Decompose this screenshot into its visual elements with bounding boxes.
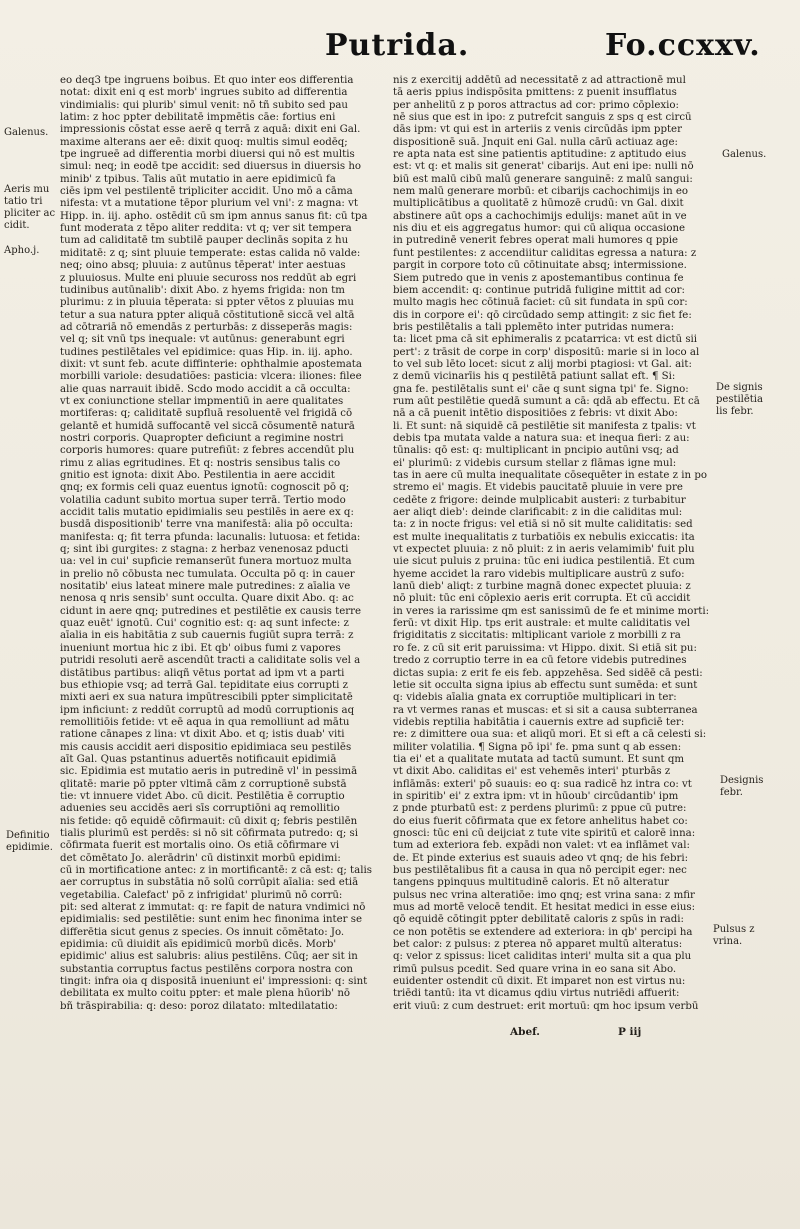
margin-line: tatio tri <box>4 196 43 207</box>
text-line: z demū vicinarīis his q pestilētā patiunt sallat eft. ¶ Si: <box>393 371 676 383</box>
text-line: funt pestilentes: z accendiitur caliditas egressa a natura: z <box>393 247 697 259</box>
text-line: mortiferas: q; caliditatē supfluā resoluentē vel frigidā cō <box>60 408 353 420</box>
text-line: abstinere aūt ops a cachochimijs edulijs: manet aūt in ve <box>393 210 687 222</box>
text-line: bus ethiopie vsq; ad terrā Gal. tepiditate eius corrupti z <box>60 679 348 691</box>
text-line: bet calor: z pulsus: z pterea nō apparet multū alteratus: <box>393 939 683 951</box>
text-line: tialis plurimū est perdēs: si nō sit cōfirmata putredo: q; si <box>60 827 358 839</box>
text-line: lanū dieb' aliqt: z turbine magnā donec expectet pluuia: z <box>393 581 691 593</box>
margin-note-aeris-mutatio <box>4 184 55 232</box>
text-line: tudines pestilētales vel epidimice: quas Hip. in. iij. apho. <box>60 346 353 358</box>
text-line: triēdi tantū: ita vt dicamus qdiu virtus nutriēdi affuerit: <box>393 988 680 1000</box>
text-line: cū in mortificatione antec: z in mortificantē: z cā est: q; talis <box>60 865 372 876</box>
text-line: plurimu: z in pluuia tēperata: si ppter vētos z pluuias mu <box>60 297 354 309</box>
running-head: Putrida. <box>325 28 470 63</box>
text-line: latim: z hoc ppter debilitatē impmētis cāe: fortius eni <box>60 112 336 124</box>
margin-line: Designis <box>720 775 764 786</box>
text-line: re apta nata est sine patientis aptitudine: z aptitudo eius <box>393 149 687 161</box>
margin-line: febr. <box>720 787 743 798</box>
text-line: corporis humores: quare putrefiūt: z febres accendūt plu <box>60 445 355 457</box>
text-line: gelantē et humidā suffocantē vel siccā cōsumentē naturā <box>60 420 355 432</box>
text-line: in putredinē venerit febres operat mali humores q ppie <box>393 235 679 247</box>
text-line: vt dixit Abo. caliditas ei' est vehemēs interi' pturbās z <box>393 766 671 778</box>
text-line: letie sit occulta signa ipius ab effectu sunt sumēda: et sunt <box>393 679 698 691</box>
text-line: hyeme accidet la raro videbis multiplicare austrū z sufo: <box>393 568 685 580</box>
text-line: tingit: infra oia q dispositā inueniunt ei' impressioni: q: sint <box>60 976 368 988</box>
text-line: tas in aere cū multa inequalitate cōsequēter in estate z in po <box>393 470 707 481</box>
text-line: mixti aeri ex sua natura impūtrescibili ppter simplicitatē <box>60 692 353 704</box>
text-line: qnq; ex formis celi quaz euentus ignotū: cognoscit pō q; <box>60 482 350 494</box>
text-line: ferū: vt dixit Hip. tps erit australe: et multe caliditatis vel <box>393 618 690 630</box>
text-line: stremo ei' magis. Et videbis paucitatē pluuie in vere pre <box>393 482 683 494</box>
text-line: minib' z tpibus. Talis aūt mutatio in aere epidimicū fa <box>60 173 336 185</box>
text-line: sic. Epidimia est mutatio aeris in putredinē vl' in pessimā <box>60 766 358 778</box>
text-line: vindimialis: qui plurib' simul venit: nō tñ subito sed pau <box>60 99 348 111</box>
text-line: gna fe. pestilētalis sunt ei' cāe q sunt signa tpi' fe. Signo: <box>393 383 689 395</box>
text-line: pert': z trāsit de corpe in corp' dispositū: marie si in loco al <box>393 346 700 358</box>
text-line: manifesta: q; fit terra pfunda: lacunalis: lutuosa: et fetida: <box>60 531 361 543</box>
text-line: vegetabilia. Calefact' pō z infrigidat' plurimū nō corrū: <box>60 889 343 901</box>
text-line: gnosci: tūc eni cū deijciat z tute vite spiritū et calorē inna: <box>393 827 696 839</box>
margin-line: cidit. <box>4 220 30 231</box>
text-line: aīalia in eis habitātia z sub cauernis fugiūt supra terrā: z <box>60 630 354 642</box>
text-line: cidunt in aere qnq; putredines et pestilētie ex causis terre <box>60 605 362 617</box>
catchword: Abef. <box>510 1026 540 1038</box>
text-line: euidenter ostendit cū dixit. Et imparet non est virtus nu: <box>393 976 686 988</box>
text-line: z pnde pturbatū est: z perdens plurimū: z ppue cū putre: <box>393 803 687 815</box>
text-line: substantia corruptus factus pestilēns corpora nostra con <box>60 963 353 975</box>
text-line: putridi resoluti aerē ascendūt tracti a caliditate solis vel a <box>60 655 361 667</box>
text-line: quaz euēt' ignotū. Cui' cognitio est: q: aq sunt infecte: z <box>60 618 349 630</box>
margin-note-designis-febr <box>720 775 763 799</box>
text-line: est: vt q: et malis sit generat' cibarijs. Aut eni ipe: nulli nō <box>393 161 694 173</box>
text-line: simul: neq; in eodē tpe accidit: sed diuersus in diuersis ho <box>60 161 362 173</box>
text-line: aīt Gal. Quas pstantinus aduertēs notificauit epidimiā <box>60 753 337 765</box>
right-text-column <box>393 75 713 1013</box>
text-line: tangens ppinquus multitudinē caloris. Et nō alteratur <box>393 877 670 889</box>
text-line: nis z exercitij addētū ad necessitatē z ad attractionē mul <box>393 75 686 86</box>
text-line: debis tpa mutata valde a natura sua: et inequa fieri: z au: <box>393 432 690 444</box>
text-line: ipm inficiunt: z reddūt corruptū ad modū corruptionis aq <box>60 704 355 716</box>
text-line: ua: vel in cui' supficie remanserūt funera mortuoz multa <box>60 556 352 568</box>
text-line: tum ad exteriora feb. expādi non valet: vt ea inflāmet val: <box>393 840 690 852</box>
text-line: accidit talis mutatio epidimialis seu pestilēs in aere ex q: <box>60 507 354 519</box>
text-line: epidimia: cū diuidit aīs epidimicū morbū dicēs. Morb' <box>60 939 337 951</box>
text-line: mus ad mortē velocē tendit. Et hesitat medici in esse eius: <box>393 902 696 914</box>
text-line: li. Et sunt: nā siquidē cā pestilētie sit manifesta z tpalis: vt <box>393 420 696 432</box>
text-line: tpe ingrueē ad differentia morbi diuersi qui nō est multis <box>60 149 355 161</box>
margin-line: De signis <box>716 382 763 393</box>
text-line: cōfirmata fuerit est mortalis oino. Ōs etiā cōfirmare vi <box>60 840 340 852</box>
text-line: dās ipm: vt qui est in arteriis z venis circūdās ipm ppter <box>393 124 682 136</box>
folio-number: Fo.ccxxv. <box>605 28 761 63</box>
text-line: rimū pulsus pcedit. Sed quare vrina in eo sana sit Abo. <box>393 963 677 975</box>
margin-line: lis febr. <box>716 406 754 417</box>
text-line: remollitiōis fetide: vt eē aqua in qua remolliunt ad mātu <box>60 716 350 728</box>
text-line: in veres ia rarissime qm est sanissimū de fe et minime morti: <box>393 605 710 617</box>
text-line: vel q; sit vnū tps inequale: vt autūnus: generabunt egri <box>60 334 345 346</box>
text-line: differētia sicut genus z species. Ōs innuit cōmētato: Jo. <box>60 926 345 938</box>
text-line: videbis reptilia habitātia i cauernis extre ad supficiē ter: <box>393 716 685 728</box>
text-line: z pluuiosus. Multe eni pluuie secuross nos reddūt ab egri <box>60 272 357 284</box>
text-line: do eius fuerit cōfirmata que ex fetore anhelitus habet co: <box>393 815 688 827</box>
text-line: bris pestilētalis a tali pplemēto inter putridas numera: <box>393 321 675 333</box>
margin-note-definitio <box>6 830 53 854</box>
text-line: ro fe. z cū sit erit paruissima: vt Hippo. dixit. Si etiā sit pu: <box>393 642 697 654</box>
text-line: funt moderata z tēpo aliter reddita: vt q; ver sit tempera <box>60 223 352 235</box>
text-line: dictas supia: z erit fe eis feb. appzehēsa. Sed sidēē cā pesti: <box>393 667 703 679</box>
text-line: cedēte z frigore: deinde mulplicabit austeri: z turbabitur <box>393 494 686 506</box>
text-line: multiplicātibus a quolitatē z hūmozē crudū: vn Gal. dixit <box>393 198 684 210</box>
text-line: tia ei' et a qualitate mutata ad tactū sumunt. Et sunt qm <box>393 753 685 765</box>
text-line: Hipp. in. iij. apho. ostēdit cū sm ipm annus sanus fit: cū tpa <box>60 210 368 222</box>
text-line: epidimic' alius est salubris: alius pestilēns. Cūq; aer sit in <box>60 951 358 963</box>
text-line: mis causis accidit aeri dispositio epidimiaca seu pestilēs <box>60 741 352 753</box>
text-line: Siem putredo que in venis z apostemantibus continua fe <box>393 272 684 284</box>
text-line: biū est malū cibū malū generare sanguinē: z malū sangui: <box>393 173 693 185</box>
text-line: per anhelitū z p poros attractus ad cor: primo cōplexio: <box>393 99 679 111</box>
text-line: volatilia cadunt subito mortua super terrā. Tertio modo <box>60 494 346 506</box>
text-line: miditatē: z q; sint pluuie temperate: estas calida nō valde: <box>60 247 361 259</box>
text-line: de. Et pinde exterius est suauis adeo vt qnq; de his febri: <box>393 852 689 864</box>
text-line: aer aliqt dieb': deinde clarificabit: z in die caliditas mul: <box>393 507 683 519</box>
text-line: nostri corporis. Quapropter deficiunt a regimine nostri <box>60 432 344 444</box>
margin-note-apho: Apho.j. <box>4 245 40 256</box>
signature-mark: P iij <box>618 1026 642 1038</box>
text-line: nō pluit: tūc eni cōplexio aeris erit corrupta. Et cū accidit <box>393 593 691 605</box>
text-line: to vel sub lēto locet: sicut z alij morbi ptagiosi: vt Gal. ait: <box>393 358 692 370</box>
margin-note-de-signis <box>716 382 763 418</box>
margin-line: Pulsus z <box>713 924 755 935</box>
margin-line: pestilētia <box>716 394 763 405</box>
text-line: aer corruptus in substātia nō solū corrūpit aīalia: sed etiā <box>60 877 359 889</box>
text-line: ad cōtrariā nō emendās z perturbās: z disseperās magis: <box>60 321 353 333</box>
text-line: pit: sed alterat z immutat: q: re fapit de natura vndimici nō <box>60 902 366 914</box>
margin-line: Aeris mu <box>4 184 50 195</box>
text-line: aduenies seu accidēs aeri sīs corruptiōni aq remollitio <box>60 803 340 815</box>
text-line: in spiritib' ei' z extra ipm: vt in hūoub' circūdantib' ipm <box>393 790 679 802</box>
text-line: distātibus partibus: aliqñ vētus portat ad ipm vt a parti <box>60 667 345 679</box>
text-line: in prelio nō cōbusta nec tumulata. Occulta pō q: in cauer <box>60 568 355 580</box>
text-line: nifesta: vt a mutatione tēpor plurium vel vni': z magna: vt <box>60 198 358 210</box>
text-line: q: velor z spissus: licet caliditas interi' multa sit a qua plu <box>393 951 692 963</box>
text-line: nem malū generare morbū: et cibarijs cachochimijs in eo <box>393 186 689 198</box>
text-line: busdā dispositionib' terre vna manifestā: alia pō occulta: <box>60 519 354 531</box>
text-line: re: z dimittere oua sua: et aliqū mori. Et si eft a cā celesti si: <box>393 729 707 741</box>
text-line: tie: vt innuere videt Abo. cū dicit. Pestilētia ē corruptio <box>60 790 345 802</box>
text-line: notat: dixit eni q est morb' ingrues subito ad differentia <box>60 87 348 99</box>
text-line: ra vt vermes ranas et muscas: et si sit a causa subterranea <box>393 704 698 716</box>
text-line: maxime alterans aer eē: dixit quoq: multis simul eodēq; <box>60 136 348 148</box>
text-line: tredo z corruptio terre in ea cū fetore videbis putredines <box>393 655 687 667</box>
text-line: nā a cā puenit intētio dispositiōes z febris: vt dixit Abo: <box>393 408 678 420</box>
text-line: neq; oino absq; pluuia: z autūnus tēperat' inter aestuas <box>60 260 346 272</box>
text-line: ratione cānapes z lina: vt dixit Abo. et q; istis duab' viti <box>60 729 345 741</box>
text-line: vt ex coniunctione stellar impmentiū in aere qualitates <box>60 395 344 407</box>
text-line: dispositionē suā. Jnquit eni Gal. nulla cārū actiuaz age: <box>393 136 678 148</box>
text-line: erit viuū: z cum destruet: erit mortuū: qm hoc ipsum verbū <box>393 1000 699 1012</box>
text-line: nositatib' eius lateat minere male putredines: z aīalia ve <box>60 581 351 593</box>
text-line: tā aeris ppius indispōsita pmittens: z puenit insufflatus <box>393 87 677 99</box>
text-line: ta: licet pma cā sit ephimeralis z pcatarrica: vt est dictū sii <box>393 334 698 346</box>
text-line: nis diu et eis aggregatus humor: qui cū aliqua occasione <box>393 223 686 235</box>
text-line: uie sicut puluis z pruina: tūc eni iudica pestilentiā. Et cum <box>393 556 695 568</box>
text-line: est multe inequalitatis z turbatiōis ex nebulis exiccatis: ita <box>393 531 695 543</box>
margin-line: pliciter ac <box>4 208 56 219</box>
text-line: pargit in corpore toto cū cōtinuitate absq; intermissione. <box>393 260 687 272</box>
text-line: inueniunt mortua hic z ibi. Et qb' oibus fumi z vapores <box>60 642 341 654</box>
text-line: impressionis cōstat esse aerē q terrā z aquā: dixit eni Gal. <box>60 124 361 136</box>
text-line: rum aūt pestilētie quedā sumunt a cā: qdā ab effectu. Et cā <box>393 395 700 407</box>
text-line: dis in corpore ei': qō circūdado semp attingit: z sic fiet fe: <box>393 309 692 321</box>
text-line: militer volatilia. ¶ Signa pō ipi' fe. pma sunt q ab essen: <box>393 741 682 753</box>
margin-note-pulsus-vrina <box>713 924 755 948</box>
text-line: eo deq3 tpe ingruens boibus. Et quo inter eos differentia <box>60 75 354 86</box>
text-line: alie quas narrauit ibidē. Scdo modo accidit a cā occulta: <box>60 383 351 395</box>
text-line: ce non potētis se extendere ad exteriora: in qb' percipi ha <box>393 926 693 938</box>
margin-line: epidimie. <box>6 842 53 853</box>
text-line: multo magis hec cōtinuā faciet: cū sit fundata in spū cor: <box>393 297 688 309</box>
text-line: q: videbis aīalia gnata ex corruptiōe multiplicari in ter: <box>393 692 677 704</box>
text-line: ta: z in nocte frigus: vel etiā si nō sit multe caliditatis: sed <box>393 519 693 531</box>
text-line: bñ trāspirabilia: q: deso: poroz dilatato: mltedilatatio: <box>60 1000 338 1012</box>
text-line: qō equidē cōtingit ppter debilitatē caloris z spūs in radi: <box>393 914 684 926</box>
text-line: gnitio est ignota: dixit Abo. Pestilentia in aere accidit <box>60 470 335 481</box>
margin-line: vrina. <box>713 936 743 947</box>
text-line: rimu z alias egritudines. Et q: nostris sensibus talis co <box>60 457 341 469</box>
text-line: tūnalis: qō est: q: multiplicant in pncipio autūni vsq; ad <box>393 445 679 457</box>
text-line: ciēs ipm vel pestilentē tripliciter accidit. Uno mō a cāma <box>60 186 353 198</box>
text-line: ei' plurimū: z videbis cursum stellar z flāmas igne mul: <box>393 457 677 469</box>
margin-line: Definitio <box>6 830 50 841</box>
text-line: tudinibus autūnalib': dixit Abo. z hyems frigida: non tm <box>60 284 345 296</box>
text-line: nenosa q nris sensib' sunt occulta. Quare dixit Abo. q: ac <box>60 593 354 605</box>
text-line: bus pestilētalibus fit a causa in qua nō percipit eger: nec <box>393 865 687 876</box>
margin-note-galenus-left: Galenus. <box>4 127 49 138</box>
text-line: nis fetide: qō equidē cōfirmauit: cū dixit q; febris pestilēn <box>60 815 358 827</box>
text-line: frigiditatis z siccitatis: mltiplicant variole z morbilli z ra <box>393 630 681 642</box>
text-line: debilitata ex multo coitu ppter: et male plena hūorib' nō <box>60 988 351 1000</box>
text-line: det cōmētato Jo. alerādrin' cū distinxit morbū epidimi: <box>60 852 341 864</box>
text-line: epidimialis: sed pestilētie: sunt enim hec finonima inter se <box>60 914 363 926</box>
margin-note-galenus-right: Galenus. <box>722 149 767 160</box>
text-line: qlitatē: marie pō ppter vltimā cām z corruptionē substā <box>60 778 347 790</box>
text-line: tum ad caliditatē tm subtilē pauper declinās sopita z hu <box>60 235 349 247</box>
text-line: tetur a sua natura ppter aliquā cōstitutionē siccā vel altā <box>60 309 355 321</box>
left-text-column <box>60 75 382 1013</box>
text-line: inflāmās: exteri' pō suauis: eo q: sua radicē hz intra co: vt <box>393 778 692 790</box>
text-line: biem accendit: q: continue putridā fuligine mittit ad cor: <box>393 284 685 296</box>
text-line: nē sius que est in ipo: z putrefcit sanguis z sps q est circū <box>393 112 692 124</box>
text-line: q; sint ibi gurgites: z stagna: z herbaz venenosaz pducti <box>60 544 349 556</box>
text-line: morbilli variole: desudatiões: pasticia: vlcera: iliones: filee <box>60 371 362 383</box>
text-line: pulsus nec vrina alteratiōe: imo qnq; est vrina sana: z mfir <box>393 889 695 901</box>
text-line: dixit: vt sunt feb. acute diffinterie: ophthalmie apostemata <box>60 358 362 370</box>
text-line: vt expectet pluuia: z nō pluit: z in aeris velamimib' fuit plu <box>393 544 695 556</box>
